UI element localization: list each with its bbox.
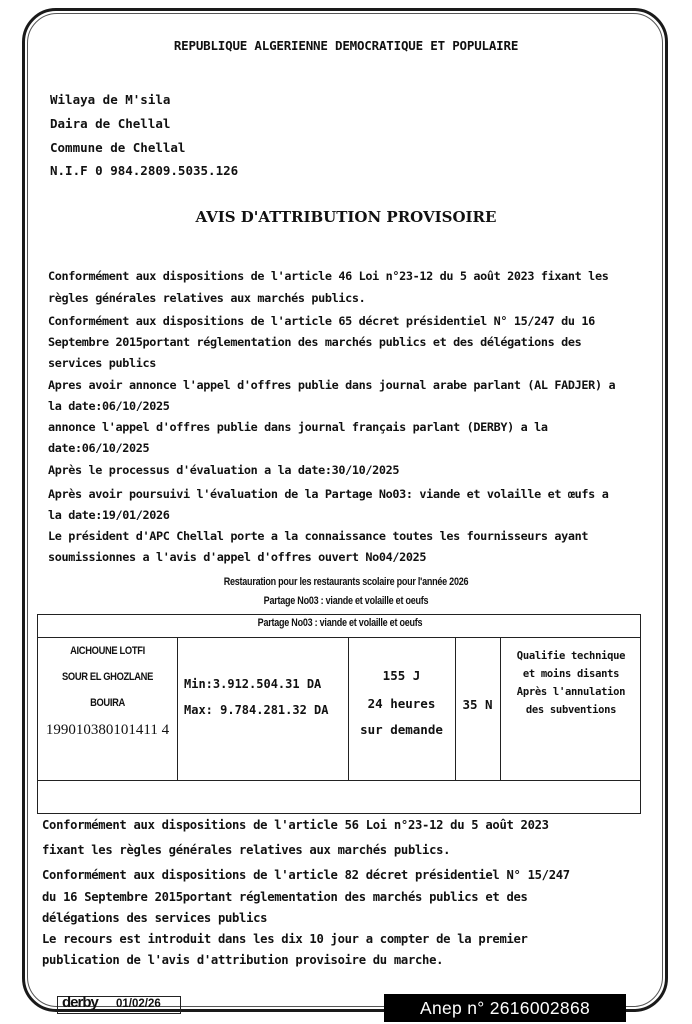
intro-line: Après avoir poursuivi l'évaluation de la Partage No03: viande et volaille et œufs a bbox=[48, 487, 609, 501]
closing-line: délégations des services publics bbox=[42, 911, 268, 925]
closing-line: publication de l'avis d'attribution provisoire du marche. bbox=[42, 953, 444, 967]
wilaya-line: Wilaya de M'sila bbox=[50, 92, 171, 107]
intro-line: soumissionnes a l'avis d'appel d'offres ouvert No04/2025 bbox=[48, 550, 427, 564]
delay-hours: 24 heures bbox=[367, 696, 436, 711]
qualification-note: des subventions bbox=[525, 704, 617, 716]
intro-line: services publics bbox=[48, 356, 157, 370]
price-max: Max: 9.784.281.32 DA bbox=[184, 703, 329, 717]
qualification-note: et moins disants bbox=[522, 668, 620, 680]
intro-line: la date:06/10/2025 bbox=[48, 399, 170, 413]
publication-date: 01/02/26 bbox=[116, 998, 161, 1010]
nif-line: N.I.F 0 984.2809.5035.126 bbox=[50, 163, 239, 178]
supplier-city: BOUIRA bbox=[90, 697, 125, 709]
intro-line: Conformément aux dispositions de l'article 65 décret présidentiel N° 15/247 du 16 bbox=[48, 314, 595, 328]
intro-line: Conformément aux dispositions de l'article 46 Loi n°23-12 du 5 août 2023 fixant les bbox=[48, 269, 609, 283]
closing-line: fixant les règles générales relatives aux marchés publics. bbox=[42, 843, 451, 857]
qualification-note: Après l'annulation bbox=[516, 686, 626, 698]
delay-note: sur demande bbox=[360, 722, 443, 737]
intro-line: Apres avoir annonce l'appel d'offres publie dans journal arabe parlant (AL FADJER) a bbox=[48, 378, 616, 392]
table-header: Partage No03 : viande et volaille et oeufs bbox=[257, 617, 423, 629]
score: 35 N bbox=[462, 697, 493, 712]
price-min: Min:3.912.504.31 DA bbox=[184, 677, 322, 691]
anep-reference: Anep n° 2616002868 bbox=[384, 994, 626, 1022]
table-divider bbox=[38, 780, 640, 781]
intro-line: règles générales relatives aux marchés publics. bbox=[48, 291, 366, 305]
derby-logo: derby bbox=[62, 994, 98, 1011]
closing-line: Conformément aux dispositions de l'article 56 Loi n°23-12 du 5 août 2023 bbox=[42, 818, 549, 832]
delay-days: 155 J bbox=[382, 668, 421, 683]
supplier-address: SOUR EL GHOZLANE bbox=[61, 671, 154, 683]
intro-line: annonce l'appel d'offres publie dans journal français parlant (DERBY) a la bbox=[48, 420, 548, 434]
table-divider bbox=[38, 637, 640, 638]
attribution-table bbox=[37, 614, 641, 814]
republic-header: REPUBLIQUE ALGERIENNE DEMOCRATIQUE ET POPULAIRE bbox=[173, 38, 519, 53]
caption-partage: Partage No03 : viande et volaille et oeufs bbox=[263, 595, 429, 607]
closing-line: Le recours est introduit dans les dix 10 jour a compter de la premier bbox=[42, 932, 528, 946]
qualification-note: Qualifie technique bbox=[516, 650, 626, 662]
supplier-nif: 199010380101411 4 bbox=[45, 722, 170, 738]
daira-line: Daira de Chellal bbox=[50, 116, 171, 131]
closing-line: Conformément aux dispositions de l'article 82 décret présidentiel N° 15/247 bbox=[42, 868, 570, 882]
commune-line: Commune de Chellal bbox=[50, 140, 186, 155]
supplier-name: AICHOUNE LOTFI bbox=[70, 645, 145, 657]
caption-restauration: Restauration pour les restaurants scolaire pour l'année 2026 bbox=[223, 576, 469, 588]
table-divider bbox=[177, 637, 178, 780]
intro-line: Après le processus d'évaluation a la date:30/10/2025 bbox=[48, 463, 400, 477]
intro-line: Septembre 2015portant réglementation des marchés publics et des délégations des bbox=[48, 335, 582, 349]
closing-line: du 16 Septembre 2015portant réglementation des marchés publics et des bbox=[42, 890, 528, 904]
intro-line: date:06/10/2025 bbox=[48, 441, 150, 455]
intro-line: Le président d'APC Chellal porte a la connaissance toutes les fournisseurs ayant bbox=[48, 529, 589, 543]
document-title: AVIS D'ATTRIBUTION PROVISOIRE bbox=[195, 208, 497, 226]
intro-line: la date:19/01/2026 bbox=[48, 508, 170, 522]
newspaper-stamp bbox=[57, 996, 181, 1014]
